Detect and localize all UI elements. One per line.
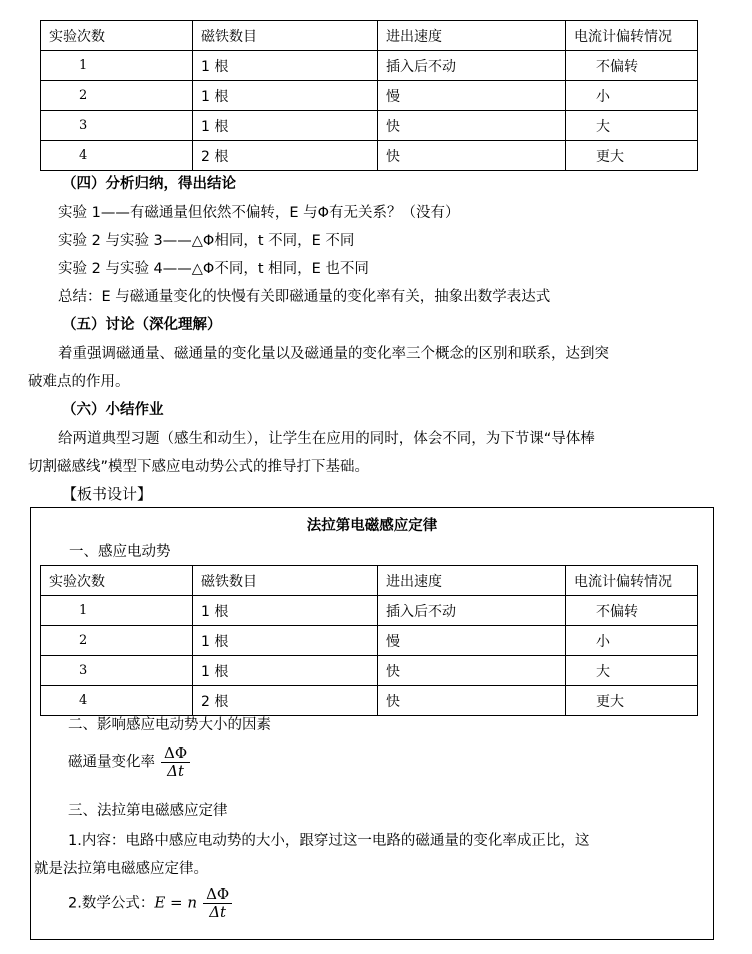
table-cell: 大 (566, 111, 698, 141)
table-row (41, 81, 698, 111)
table-cell: 快 (378, 686, 566, 716)
section-heading: （四）分析归纳，得出结论 (62, 175, 236, 192)
board-subheading: 三、法拉第电磁感应定律 (68, 803, 228, 819)
table-header-row (41, 21, 698, 51)
experiment-table (40, 20, 698, 171)
table-cell: 小 (566, 81, 698, 111)
table-cell: 2 根 (193, 686, 378, 716)
table-cell: 1 (41, 51, 193, 81)
table-cell: 1 根 (193, 626, 378, 656)
board-title: 法拉第电磁感应定律 (306, 517, 438, 534)
table-cell: 3 (41, 656, 193, 686)
board-subheading: 二、影响感应电动势大小的因素 (68, 717, 271, 733)
table-cell: 2 (41, 81, 193, 111)
table-cell: 2 根 (193, 141, 378, 171)
table-cell: 1 根 (193, 51, 378, 81)
table-row (41, 686, 698, 716)
formula-fraction (203, 886, 232, 921)
table-cell: 1 根 (193, 111, 378, 141)
table-cell: 不偏转 (566, 596, 698, 626)
experiment-table-board (40, 565, 698, 716)
table-cell: 慢 (378, 626, 566, 656)
table-cell: 大 (566, 656, 698, 686)
fraction-denominator: Δt (167, 762, 184, 780)
fraction-numerator: ΔΦ (161, 745, 190, 763)
rate-label: 磁通量变化率 (68, 754, 155, 771)
formula-label: 2.数学公式： (68, 895, 155, 912)
paragraph-line: 实验 1——有磁通量但依然不偏转，E 与Φ有无关系？（没有） (58, 205, 460, 221)
table-cell: 不偏转 (566, 51, 698, 81)
paragraph-line: 就是法拉第电磁感应定律。 (34, 861, 208, 877)
rate-fraction (161, 745, 190, 780)
table-cell: 快 (378, 141, 566, 171)
table-row (41, 141, 698, 171)
header-cell: 进出速度 (378, 21, 566, 51)
paragraph-line: 切割磁感线”模型下感应电动势公式的推导打下基础。 (28, 459, 370, 475)
table-cell: 1 根 (193, 596, 378, 626)
header-cell: 电流计偏转情况 (566, 566, 698, 596)
header-cell: 磁铁数目 (193, 566, 378, 596)
table-cell: 更大 (566, 686, 698, 716)
table-cell: 3 (41, 111, 193, 141)
fraction-numerator: ΔΦ (203, 886, 232, 904)
table-cell: 插入后不动 (378, 51, 566, 81)
table-row (41, 111, 698, 141)
table-cell: 快 (378, 111, 566, 141)
header-cell: 磁铁数目 (193, 21, 378, 51)
paragraph-line: 实验 2 与实验 3——△Φ相同，t 不同，E 不同 (58, 233, 355, 249)
table-cell: 1 (41, 596, 193, 626)
header-cell: 电流计偏转情况 (566, 21, 698, 51)
formula-expression (68, 886, 232, 921)
paragraph-line: 给两道典型习题（感生和动生），让学生在应用的同时，体会不同，为下节课“导体棒 (58, 431, 595, 447)
header-cell: 进出速度 (378, 566, 566, 596)
table-cell: 快 (378, 656, 566, 686)
formula-lhs: E = n (154, 893, 198, 912)
board-subheading: 一、感应电动势 (69, 544, 171, 560)
table-cell: 4 (41, 141, 193, 171)
fraction-denominator: Δt (209, 903, 227, 921)
table-row (41, 596, 698, 626)
table-row (41, 626, 698, 656)
table-header-row (41, 566, 698, 596)
table-cell: 2 (41, 626, 193, 656)
table-cell: 1 根 (193, 656, 378, 686)
section-heading: （六）小结作业 (62, 401, 164, 418)
table-cell: 插入后不动 (378, 596, 566, 626)
paragraph-line: 实验 2 与实验 4——△Φ不同，t 相同，E 也不同 (58, 261, 369, 277)
table-row (41, 656, 698, 686)
paragraph-line: 破难点的作用。 (28, 374, 130, 390)
board-label: 【板书设计】 (62, 485, 153, 503)
paragraph-line: 1.内容：电路中感应电动势的大小，跟穿过这一电路的磁通量的变化率成正比，这 (68, 833, 590, 849)
table-row (41, 51, 698, 81)
paragraph-line: 总结：E 与磁通量变化的快慢有关即磁通量的变化率有关，抽象出数学表达式 (58, 289, 551, 305)
table-cell: 小 (566, 626, 698, 656)
header-cell: 实验次数 (41, 21, 193, 51)
section-heading: （五）讨论（深化理解） (62, 316, 222, 333)
paragraph-line: 着重强调磁通量、磁通量的变化量以及磁通量的变化率三个概念的区别和联系，达到突 (58, 346, 609, 362)
table-cell: 更大 (566, 141, 698, 171)
table-cell: 1 根 (193, 81, 378, 111)
table-cell: 慢 (378, 81, 566, 111)
rate-expression (68, 745, 190, 780)
header-cell: 实验次数 (41, 566, 193, 596)
table-cell: 4 (41, 686, 193, 716)
